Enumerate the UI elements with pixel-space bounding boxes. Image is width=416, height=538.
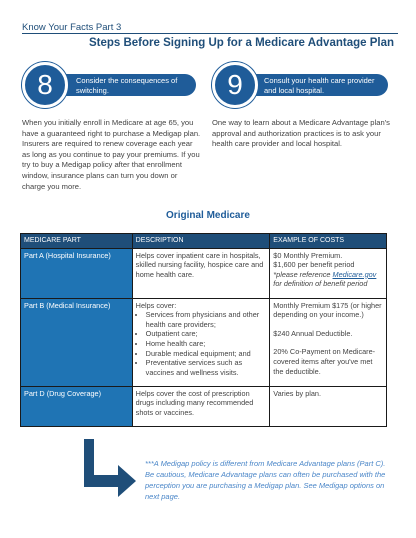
step-9-number-badge (212, 62, 258, 108)
part-a-cost-note (273, 270, 383, 289)
column-header-costs: EXAMPLE OF COSTS (270, 234, 387, 249)
footnote: ***A Medigap policy is different from Medicare Advantage plans (Part C). Be cautious, Medicare Advantage plans can often be purchased with the perception you are purchasing a Medigap plan. See Medigap options on next page. (145, 459, 386, 501)
part-a-costs (270, 248, 387, 298)
list-item: • Home health care; (146, 339, 267, 349)
step-9-number: 9 (227, 69, 243, 100)
step-8-number: 8 (37, 69, 53, 100)
list-item: • Durable medical equipment; and (146, 349, 267, 359)
part-b-cost-copay: 20% Co-Payment on Medicare-covered items after you've met the deductible. (273, 347, 376, 376)
part-b-costs (270, 298, 387, 386)
part-b-cost-deductible: $240 Annual Deductible. (273, 328, 353, 338)
header-kicker: Know Your Facts Part 3 (22, 22, 122, 33)
step-9-body: One way to learn about a Medicare Advantage plan's approval and authorization practices is to ask your health care provider and local hospital. (212, 118, 390, 149)
column-header-part: MEDICARE PART (21, 234, 133, 249)
part-b-description-intro: Helps cover: (135, 300, 177, 310)
medicare-gov-link[interactable]: Medicare.gov (332, 269, 377, 279)
part-a-cost-benefit: $1,600 per benefit period (273, 260, 355, 270)
list-item: • Preventative services such as vaccines and wellness visits. (146, 358, 267, 377)
medicare-table (20, 233, 387, 427)
table-header-row (21, 234, 387, 249)
list-item: • Outpatient care; (146, 329, 267, 339)
part-b-services-list (136, 310, 267, 377)
table-row (21, 248, 387, 298)
step-8-body: When you initially enroll in Medicare at age 65, you have a guaranteed right to purchase a Medigap plan. Insurers are required to renew coverage each year as long as you continue to pay your premiums. If you try to buy a Medigap policy after that enrollment window, insurance plans can turn you down or charge you more. (22, 118, 201, 191)
step-8-number-badge (22, 62, 68, 108)
column-header-description: DESCRIPTION (132, 234, 270, 249)
part-a-cost-premium: $0 Monthly Premium. (273, 250, 343, 260)
spacer (273, 320, 383, 329)
part-a-label: Part A (Hospital Insurance) (21, 248, 133, 298)
part-b-cost-premium: Monthly Premium $175 (or higher depending on your income.) (273, 300, 382, 320)
part-b-description (132, 298, 270, 386)
arrow-right-icon (80, 437, 140, 497)
table-row (21, 386, 387, 426)
list-item: • Services from physicians and other health care providers; (146, 310, 267, 329)
spacer (273, 338, 383, 347)
part-a-note-prefix: *please reference (273, 269, 333, 279)
table-row (21, 298, 387, 386)
part-a-description: Helps cover inpatient care in hospitals, skilled nursing facility, hospice care and home health care. (132, 248, 270, 298)
part-d-description: Helps cover the cost of prescription drugs including many recommended shots or vaccines. (132, 386, 270, 426)
page-title: Steps Before Signing Up for a Medicare Advantage Plan (88, 37, 394, 49)
part-d-label: Part D (Drug Coverage) (21, 386, 133, 426)
part-d-costs: Varies by plan. (270, 386, 387, 426)
part-b-label: Part B (Medical Insurance) (21, 298, 133, 386)
step-9-heading: Consult your health care provider and local hospital. (264, 76, 375, 95)
header-divider (22, 33, 398, 34)
section-heading: Original Medicare (166, 210, 250, 221)
step-8-heading: Consider the consequences of switching. (76, 76, 178, 95)
part-a-note-suffix: for definition of benefit period (273, 279, 368, 289)
